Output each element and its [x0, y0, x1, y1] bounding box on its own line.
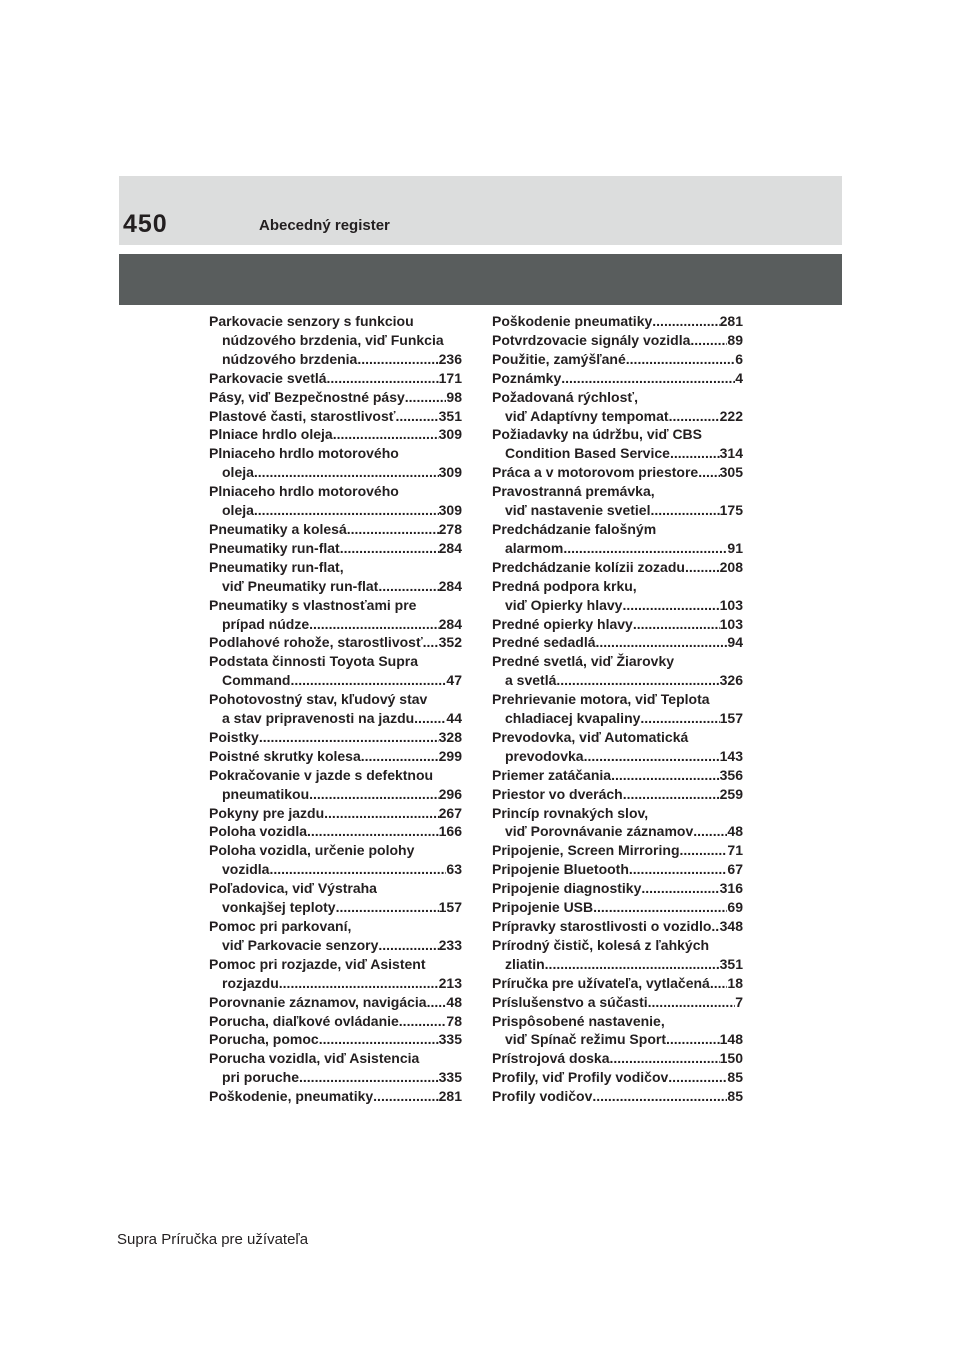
index-entry: [492, 482, 743, 520]
dot-leader: [347, 520, 439, 539]
index-entry-term: Poistky: [209, 728, 259, 745]
index-entry-page: 91: [727, 539, 743, 556]
index-entry-page: 281: [438, 1088, 462, 1105]
index-entry: [209, 747, 462, 766]
index-entry: [492, 993, 743, 1012]
index-entry-term: Plniaceho hrdlo motorového: [209, 445, 399, 462]
index-entry-page: 348: [719, 918, 743, 934]
index-entry: [209, 558, 462, 596]
index-entry: [492, 841, 743, 860]
index-entry: [492, 633, 743, 652]
index-entry-continuation: pneumatikou: [222, 785, 310, 802]
index-entry-page: 278: [438, 520, 462, 537]
index-entry-page: 326: [719, 672, 743, 689]
index-entry: [209, 388, 462, 407]
dot-leader: [693, 822, 727, 841]
dot-leader: [622, 596, 719, 615]
index-entry-term: Pokyny pre jazdu: [209, 804, 325, 821]
index-entry: [492, 1087, 743, 1106]
index-entry-term: Pneumatiky run-flat,: [209, 558, 344, 575]
index-entry-page: 148: [719, 1031, 743, 1048]
dot-leader: [711, 917, 719, 936]
index-entry-page: 316: [719, 880, 743, 897]
dot-leader: [556, 671, 719, 690]
index-entry-page: 305: [719, 464, 743, 481]
index-entry-term: Pripojenie Bluetooth: [492, 861, 629, 878]
index-entry-page: 284: [438, 577, 462, 594]
index-entry: [209, 1012, 462, 1031]
index-entry: [492, 577, 743, 615]
index-entry-term: Poloha vozidla, určenie polohy: [209, 842, 415, 859]
index-entry: [492, 652, 743, 690]
index-entry-term: Predchádzanie kolízii zozadu: [492, 558, 685, 575]
index-entry-page: 71: [727, 842, 743, 859]
dot-leader: [545, 955, 720, 974]
index-entry: [492, 388, 743, 426]
index-entry-page: 222: [719, 407, 743, 424]
index-entry: [492, 463, 743, 482]
index-entry: [492, 558, 743, 577]
index-entry-page: 213: [438, 974, 462, 991]
index-entry-term: Poľadovica, viď Výstraha: [209, 880, 377, 897]
index-entry-page: 236: [438, 350, 462, 367]
dot-leader: [254, 501, 439, 520]
dot-leader: [395, 407, 438, 426]
dot-leader: [690, 331, 727, 350]
index-entry-term: Použitie, zamýšľané: [492, 350, 626, 367]
dot-leader: [592, 1087, 727, 1106]
index-entry-term: Pravostranná premávka,: [492, 483, 655, 500]
dot-leader: [669, 407, 720, 426]
index-entry-term: Prispôsobené nastavenie,: [492, 1012, 665, 1029]
index-entry-term: Pripojenie USB: [492, 899, 594, 916]
index-entry-term: Princíp rovnakých slov,: [492, 804, 649, 821]
index-entry: [209, 917, 462, 955]
index-entry: [492, 936, 743, 974]
section-tab-band: [119, 254, 842, 305]
index-entry-term: Predné svetlá, viď Žiarovky: [492, 653, 675, 670]
dot-leader: [623, 785, 720, 804]
index-entry-continuation: viď Porovnávanie záznamov: [505, 823, 694, 840]
index-entry: [492, 350, 743, 369]
index-entry-term: Pomoc pri parkovaní,: [209, 918, 352, 934]
index-entry-term: Poistné skrutky kolesa: [209, 747, 361, 764]
index-entry-page: 85: [727, 1069, 743, 1086]
index-entry-term: Profily, viď Profily vodičov: [492, 1069, 669, 1086]
index-entry-page: 314: [719, 445, 743, 462]
index-entry-page: 6: [735, 350, 743, 367]
index-entry-term: Prevodovka, viď Automatická: [492, 728, 689, 745]
dot-leader: [633, 615, 720, 634]
index-entry-term: Porovnanie záznamov, navigácia: [209, 993, 427, 1010]
index-entry-term: Poškodenie, pneumatiky: [209, 1088, 374, 1105]
index-entry-page: 284: [438, 539, 462, 556]
index-entry-continuation: rozjazdu: [222, 974, 279, 991]
dot-leader: [427, 993, 447, 1012]
index-entry: [209, 1087, 462, 1106]
index-entry-continuation: viď Parkovacie senzory: [222, 936, 379, 953]
index-entry-page: 335: [438, 1031, 462, 1048]
index-entry-page: 175: [719, 502, 743, 519]
dot-leader: [378, 577, 438, 596]
dot-leader: [648, 993, 736, 1012]
index-entry-term: Predná podpora krku,: [492, 577, 637, 594]
index-entry-page: 171: [438, 369, 462, 386]
index-entry-continuation: viď Pneumatiky run-flat: [222, 577, 379, 594]
index-entry-page: 143: [719, 747, 743, 764]
footer-text: Supra Príručka pre užívateľa: [117, 1231, 309, 1248]
page-number: 450: [123, 210, 168, 238]
dot-leader: [640, 709, 719, 728]
index-entry-term: Porucha, diaľkové ovládanie: [209, 1012, 399, 1029]
index-entry: [209, 955, 462, 993]
index-entry-page: 89: [727, 331, 743, 348]
index-entry-continuation: a svetlá: [505, 672, 557, 689]
index-entry-term: Predchádzanie falošným: [492, 520, 657, 537]
index-entry-page: 233: [438, 936, 462, 953]
index-entry-term: Prípravky starostlivosti o vozidlo: [492, 918, 712, 934]
index-entry: [492, 974, 743, 993]
index-entry-term: Poznámky: [492, 369, 562, 386]
dot-leader: [610, 1049, 720, 1068]
index-entry-term: Poškodenie pneumatiky: [492, 313, 653, 329]
index-entry-continuation: Condition Based Service: [505, 445, 670, 462]
index-entry-term: Porucha, pomoc: [209, 1031, 319, 1048]
dot-leader: [259, 728, 439, 747]
index-entry-page: 103: [719, 615, 743, 632]
dot-leader: [584, 747, 720, 766]
index-entry-page: 7: [735, 993, 743, 1010]
index-entry-page: 351: [438, 407, 462, 424]
index-entry-term: Parkovacie svetlá: [209, 369, 327, 386]
dot-leader: [319, 1030, 439, 1049]
index-entry-page: 267: [438, 804, 462, 821]
index-entry-page: 63: [446, 861, 462, 878]
index-entry-continuation: vonkajšej teploty: [222, 899, 336, 916]
index-entry-page: 103: [719, 596, 743, 613]
index-entry-continuation: oleja: [222, 502, 254, 519]
index-entry-continuation: viď Opierky hlavy: [505, 596, 623, 613]
index-column-left: [209, 312, 462, 1106]
index-entry-term: Predné opierky hlavy: [492, 615, 633, 632]
dot-leader: [327, 369, 439, 388]
index-entry-page: 208: [719, 558, 743, 575]
index-entry-continuation: viď nastavenie svetiel: [505, 502, 651, 519]
dot-leader: [299, 1068, 439, 1087]
dot-leader: [340, 539, 439, 558]
index-entry-continuation: vozidla: [222, 861, 270, 878]
index-entry-continuation: pri poruche: [222, 1069, 300, 1086]
index-entry-term: Prístrojová doska: [492, 1050, 610, 1067]
index-entry: [492, 879, 743, 898]
index-entry-term: Potvrdzovacie signály vozidla: [492, 331, 691, 348]
index-entry-page: 299: [438, 747, 462, 764]
dot-leader: [666, 1030, 720, 1049]
index-entry-term: Príručka pre užívateľa, vytlačená: [492, 974, 710, 991]
index-entry: [209, 369, 462, 388]
dot-leader: [685, 558, 720, 577]
index-entry-term: Pneumatiky run-flat: [209, 539, 340, 556]
index-entry-term: Priemer zatáčania: [492, 766, 612, 783]
index-entry-term: Plastové časti, starostlivosť: [209, 407, 396, 424]
index-entry-page: 18: [727, 974, 743, 991]
index-entry: [209, 728, 462, 747]
index-entry-page: 309: [438, 426, 462, 443]
index-entry: [209, 766, 462, 804]
dot-leader: [399, 1012, 447, 1031]
index-entry: [492, 690, 743, 728]
index-entry: [209, 539, 462, 558]
index-entry-term: Podstata činnosti Toyota Supra: [209, 653, 418, 670]
dot-leader: [279, 974, 439, 993]
index-entry-page: 150: [719, 1050, 743, 1067]
index-entry-term: Príslušenstvo a súčasti: [492, 993, 648, 1010]
index-entry-continuation: zliatin: [505, 955, 545, 972]
index-entry: [492, 785, 743, 804]
index-entry-page: 309: [438, 502, 462, 519]
dot-leader: [378, 936, 438, 955]
index-entry-term: Pneumatiky s vlastnosťami pre: [209, 596, 417, 613]
dot-leader: [357, 350, 438, 369]
index-entry: [492, 312, 743, 331]
dot-leader: [710, 974, 728, 993]
index-entry-page: 47: [446, 672, 462, 689]
index-entry-term: Práca a v motorovom priestore: [492, 464, 699, 481]
index-entry-continuation: a stav pripravenosti na jazdu: [222, 710, 415, 727]
index-entry: [209, 633, 462, 652]
index-entry: [209, 407, 462, 426]
index-entry-continuation: núdzového brzdenia, viď Funkcia: [222, 331, 444, 348]
index-entry: [492, 425, 743, 463]
index-entry-term: Podlahové rohože, starostlivosť: [209, 634, 423, 651]
dot-leader: [629, 860, 728, 879]
index-entry-term: Profily vodičov: [492, 1088, 593, 1105]
index-entry: [492, 1049, 743, 1068]
dot-leader: [611, 766, 720, 785]
dot-leader: [680, 841, 728, 860]
index-entry: [209, 444, 462, 482]
dot-leader: [333, 425, 439, 444]
index-entry-continuation: viď Adaptívny tempomat: [505, 407, 669, 424]
dot-leader: [668, 1068, 727, 1087]
index-entry-page: 4: [735, 369, 743, 386]
index-entry: [492, 369, 743, 388]
dot-leader: [650, 501, 719, 520]
index-entry-page: 157: [438, 899, 462, 916]
index-entry: [209, 822, 462, 841]
index-entry: [492, 917, 743, 936]
index-entry-continuation: alarmom: [505, 539, 564, 556]
index-entry: [492, 331, 743, 350]
index-entry: [492, 520, 743, 558]
dot-leader: [563, 539, 727, 558]
index-entry-page: 85: [727, 1088, 743, 1105]
dot-leader: [561, 369, 735, 388]
index-entry-continuation: oleja: [222, 464, 254, 481]
index-entry: [209, 1030, 462, 1049]
index-entry-page: 296: [438, 785, 462, 802]
index-entry: [492, 766, 743, 785]
dot-leader: [698, 463, 719, 482]
index-entry: [209, 841, 462, 879]
dot-leader: [405, 388, 447, 407]
index-entry-term: Pripojenie, Screen Mirroring: [492, 842, 680, 859]
index-entry-page: 94: [727, 634, 743, 651]
index-entry-term: Predné sedadlá: [492, 634, 596, 651]
dot-leader: [254, 463, 439, 482]
index-entry-page: 48: [727, 823, 743, 840]
dot-leader: [652, 312, 719, 331]
index-entry: [209, 804, 462, 823]
index-column-right: [492, 312, 743, 1106]
index-entry-page: 67: [727, 861, 743, 878]
index-entry-page: 69: [727, 899, 743, 916]
index-entry-continuation: viď Spínač režimu Sport: [505, 1031, 666, 1048]
dot-leader: [336, 898, 439, 917]
index-entry-term: Pomoc pri rozjazde, viď Asistent: [209, 955, 426, 972]
dot-leader: [307, 822, 439, 841]
index-entry: [492, 615, 743, 634]
index-entry-term: Porucha vozidla, viď Asistencia: [209, 1050, 420, 1067]
index-entry-continuation: núdzového brzdenia: [222, 350, 358, 367]
index-entry-continuation: Command: [222, 672, 291, 689]
dot-leader: [423, 633, 439, 652]
index-entry: [209, 312, 462, 369]
index-entry-page: 166: [438, 823, 462, 840]
dot-leader: [361, 747, 439, 766]
index-entry-page: 351: [719, 955, 743, 972]
index-entry-continuation: prípad núdze: [222, 615, 310, 632]
dot-leader: [670, 444, 720, 463]
index-entry-page: 157: [719, 710, 743, 727]
index-entry: [209, 425, 462, 444]
index-entry-term: Plniaceho hrdlo motorového: [209, 483, 399, 500]
dot-leader: [414, 709, 446, 728]
dot-leader: [593, 898, 727, 917]
index-entry-term: Prírodný čistič, kolesá z ľahkých: [492, 936, 710, 953]
index-entry-page: 335: [438, 1069, 462, 1086]
index-entry: [492, 1068, 743, 1087]
index-entry-term: Pohotovostný stav, kľudový stav: [209, 691, 428, 708]
index-entry: [492, 898, 743, 917]
index-entry: [209, 690, 462, 728]
index-entry: [492, 1012, 743, 1050]
index-entry-term: Pásy, viď Bezpečnostné pásy: [209, 388, 405, 405]
index-entry-page: 328: [438, 728, 462, 745]
index-entry: [209, 482, 462, 520]
index-entry-term: Požiadavky na údržbu, viď CBS: [492, 426, 702, 443]
dot-leader: [290, 671, 446, 690]
index-entry-page: 44: [446, 710, 462, 727]
index-entry-page: 78: [446, 1012, 462, 1029]
index-entry-page: 309: [438, 464, 462, 481]
index-entry: [209, 993, 462, 1012]
index-entry-term: Plniace hrdlo oleja: [209, 426, 333, 443]
index-entry-term: Parkovacie senzory s funkciou: [209, 313, 414, 329]
index-entry-continuation: prevodovka: [505, 747, 584, 764]
index-entry-page: 98: [446, 388, 462, 405]
index-entry-page: 281: [719, 313, 743, 329]
index-entry-term: Priestor vo dverách: [492, 785, 623, 802]
index-entry-page: 284: [438, 615, 462, 632]
index-entry-continuation: chladiacej kvapaliny: [505, 710, 641, 727]
index-entry: [209, 879, 462, 917]
index-entry-page: 352: [438, 634, 462, 651]
dot-leader: [626, 350, 735, 369]
index-entry-term: Pripojenie diagnostiky: [492, 880, 642, 897]
index-entry-term: Požadovaná rýchlosť,: [492, 388, 638, 405]
index-entry-term: Prehrievanie motora, viď Teplota: [492, 691, 710, 708]
dot-leader: [309, 785, 439, 804]
section-title: Abecedný register: [259, 217, 390, 234]
index-entry-term: Pokračovanie v jazde s defektnou: [209, 766, 434, 783]
dot-leader: [269, 860, 446, 879]
dot-leader: [324, 804, 438, 823]
index-entry-term: Pneumatiky a kolesá: [209, 520, 347, 537]
index-entry: [492, 860, 743, 879]
index-entry: [209, 596, 462, 634]
index-entry: [492, 728, 743, 766]
index-entry: [209, 1049, 462, 1087]
index-entry-page: 356: [719, 766, 743, 783]
index-entry: [209, 520, 462, 539]
dot-leader: [373, 1087, 438, 1106]
index-entry-page: 259: [719, 785, 743, 802]
index-entry: [209, 652, 462, 690]
index-entry-term: Poloha vozidla: [209, 823, 308, 840]
dot-leader: [309, 615, 439, 634]
index-entry-page: 48: [446, 993, 462, 1010]
dot-leader: [596, 633, 728, 652]
header-band: [119, 176, 842, 245]
index-entry: [492, 804, 743, 842]
dot-leader: [641, 879, 719, 898]
